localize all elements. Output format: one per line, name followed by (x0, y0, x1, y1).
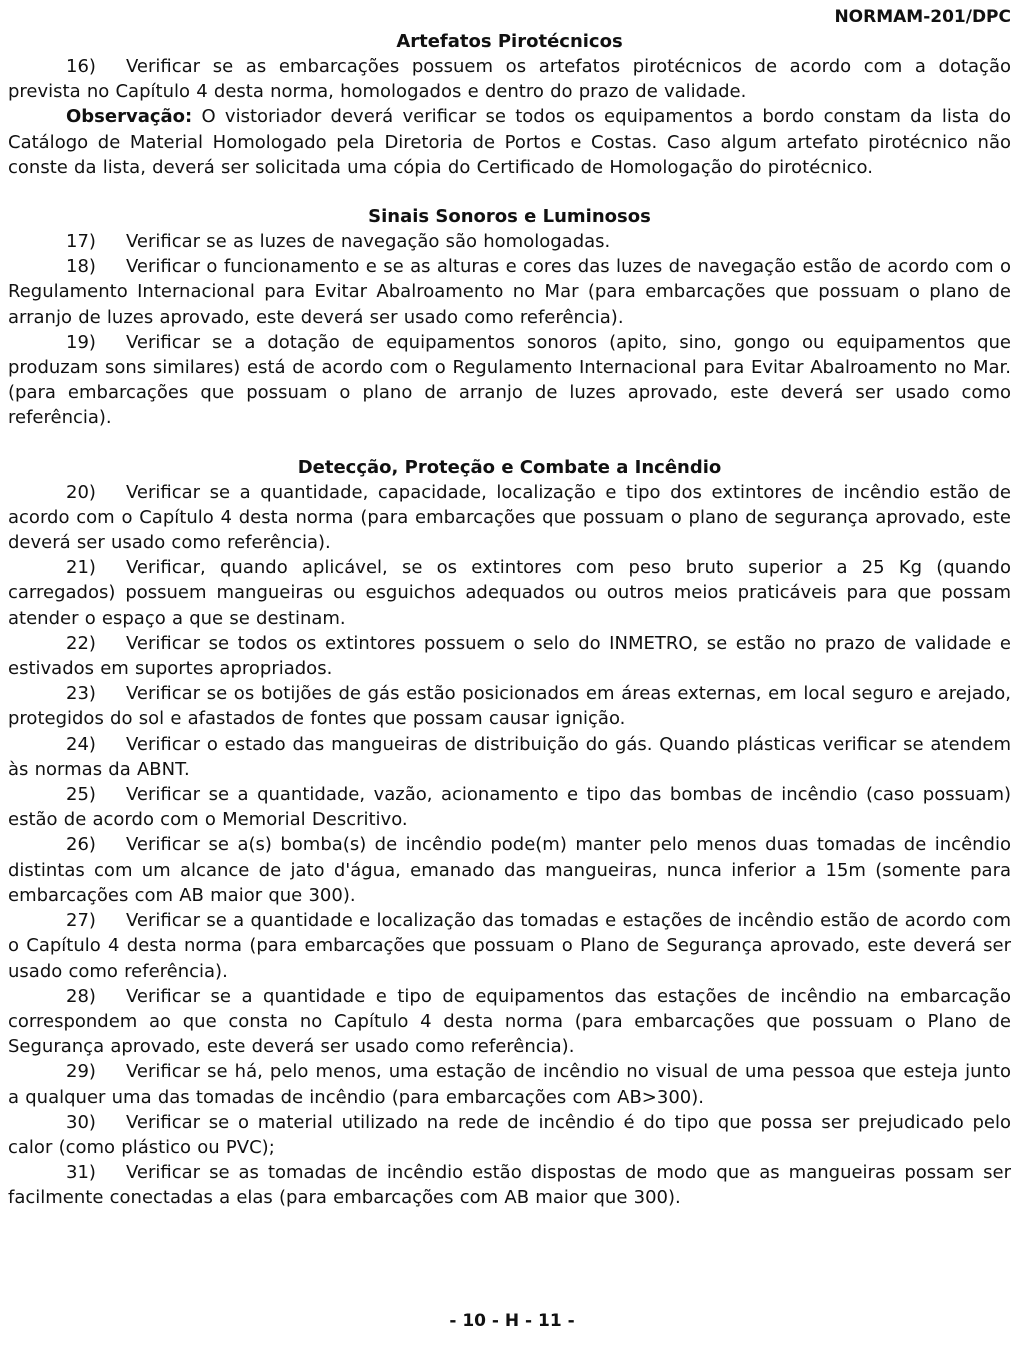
item-text: Verificar se os botijões de gás estão posicionados em áreas externas, em local seguro e arejado, protegidos do sol e afastados de fontes que possam causar ignição. (8, 683, 1011, 730)
item-18 (8, 254, 1011, 330)
item-text: Verificar se a quantidade e tipo de equipamentos das estações de incêndio na embarcação correspondem ao que consta no Capítulo 4 desta norma (para embarcações que possuam o Plano de Segurança aprovado, este deverá ser usado como referência). (8, 985, 1011, 1058)
item-24 (8, 732, 1011, 782)
section-title-artefatos: Artefatos Pirotécnicos (396, 31, 623, 52)
observation-text: O vistoriador deverá verificar se todos os equipamentos a bordo constam da lista do Catálogo de Material Homologado pela Diretoria de Portos e Costas. Caso algum artefato pirotécnico não conste da lista, deverá ser solicitada uma cópia do Certificado de Homologação do pirotécnico. (8, 106, 1011, 178)
item-number: 31) (66, 1162, 96, 1184)
item-number: 20) (66, 481, 96, 503)
item-19 (8, 330, 1011, 431)
item-22 (8, 631, 1011, 681)
item-text: Verificar se a quantidade e localização das tomadas e estações de incêndio estão de acordo com o Capítulo 4 desta norma (para embarcações que possuam o Plano de Segurança aprovado, este deverá ser usado como referência). (8, 910, 1011, 982)
item-text: Verificar se todos os extintores possuem o selo do INMETRO, se estão no prazo de validade e estivados em suportes apropriados. (8, 632, 1011, 680)
item-31 (8, 1160, 1011, 1210)
item-text: Verificar se a quantidade, capacidade, localização e tipo dos extintores de incêndio estão de acordo com o Capítulo 4 desta norma (para embarcações que possuam o plano de segurança aprovado, este deverá ser usado como referência). (8, 481, 1011, 554)
item-number: 21) (66, 557, 96, 579)
item-text: Verificar se há, pelo menos, uma estação de incêndio no visual de uma pessoa que esteja junto a qualquer uma das tomadas de incêndio (para embarcações com AB>300). (8, 1061, 1011, 1108)
item-number: 24) (66, 733, 96, 755)
item-26 (8, 832, 1011, 908)
item-number: 28) (66, 985, 96, 1007)
item-21 (8, 555, 1011, 631)
observation-label: Observação: (66, 106, 193, 128)
item-text: Verificar se a quantidade, vazão, acionamento e tipo das bombas de incêndio (caso possuam) estão de acordo com o Memorial Descritivo. (8, 784, 1011, 831)
item-29 (8, 1059, 1011, 1109)
item-text: Verificar se o material utilizado na rede de incêndio é do tipo que possa ser prejudicado pelo calor (como plástico ou PVC); (8, 1111, 1011, 1158)
item-text: Verificar se as embarcações possuem os artefatos pirotécnicos de acordo com a dotação prevista no Capítulo 4 desta norma, homologados e dentro do prazo de validade. (8, 56, 1011, 103)
item-text: Verificar o funcionamento e se as alturas e cores das luzes de navegação estão de acordo com o Regulamento Internacional para Evitar Abalroamento no Mar (para embarcações que possuam o plano de arranjo de luzes aprovado, este deverá ser usado como referência). (8, 256, 1011, 328)
item-number: 30) (66, 1111, 96, 1133)
page-number: - 10 - H - 11 - (449, 1311, 575, 1331)
item-23 (8, 681, 1011, 731)
item-text: Verificar, quando aplicável, se os extintores com peso bruto superior a 25 Kg (quando carregados) possuem mangueiras ou esguichos adequados ou outros meios praticáveis para que possam atender o espaço a que se destinam. (8, 557, 1011, 629)
item-30 (8, 1110, 1011, 1160)
item-text: Verificar se a(s) bomba(s) de incêndio pode(m) manter pelo menos duas tomadas de incêndio distintas com um alcance de jato d'água, emanado das mangueiras, nunca inferior a 15m (somente para embarcações com AB maior que 300). (8, 834, 1011, 906)
item-28 (8, 984, 1011, 1060)
item-number: 25) (66, 784, 96, 806)
item-number: 27) (66, 910, 96, 932)
item-text: Verificar se as luzes de navegação são homologadas. (126, 231, 611, 253)
item-text: Verificar o estado das mangueiras de distribuição do gás. Quando plásticas verificar se atendem às normas da ABNT. (8, 733, 1011, 780)
item-number: 18) (66, 256, 96, 278)
item-number: 22) (66, 632, 96, 654)
item-25 (8, 782, 1011, 832)
document-code: NORMAM-201/DPC (834, 7, 1011, 27)
section-title-incendio: Detecção, Proteção e Combate a Incêndio (297, 456, 722, 478)
item-27 (8, 908, 1011, 984)
item-number: 19) (66, 331, 96, 353)
item-20 (8, 480, 1011, 556)
item-16 (8, 54, 1011, 104)
observation (8, 104, 1011, 180)
item-17 (8, 229, 1011, 254)
item-text: Verificar se as tomadas de incêndio estão dispostas de modo que as mangueiras possam ser facilmente conectadas a elas (para embarcações com AB maior que 300). (8, 1162, 1011, 1209)
item-number: 29) (66, 1061, 96, 1083)
item-number: 17) (66, 231, 96, 253)
item-number: 26) (66, 834, 96, 856)
item-number: 16) (66, 56, 96, 77)
item-number: 23) (66, 683, 96, 705)
section-title-sinais: Sinais Sonoros e Luminosos (368, 206, 651, 228)
document-page (8, 4, 1011, 1211)
item-text: Verificar se a dotação de equipamentos sonoros (apito, sino, gongo ou equipamentos que produzam sons similares) está de acordo com o Regulamento Internacional para Evitar Abalroamento no Mar. (para embarcações que possuam o plano de arranjo de luzes aprovado, este deverá ser usado como referência). (8, 331, 1011, 429)
